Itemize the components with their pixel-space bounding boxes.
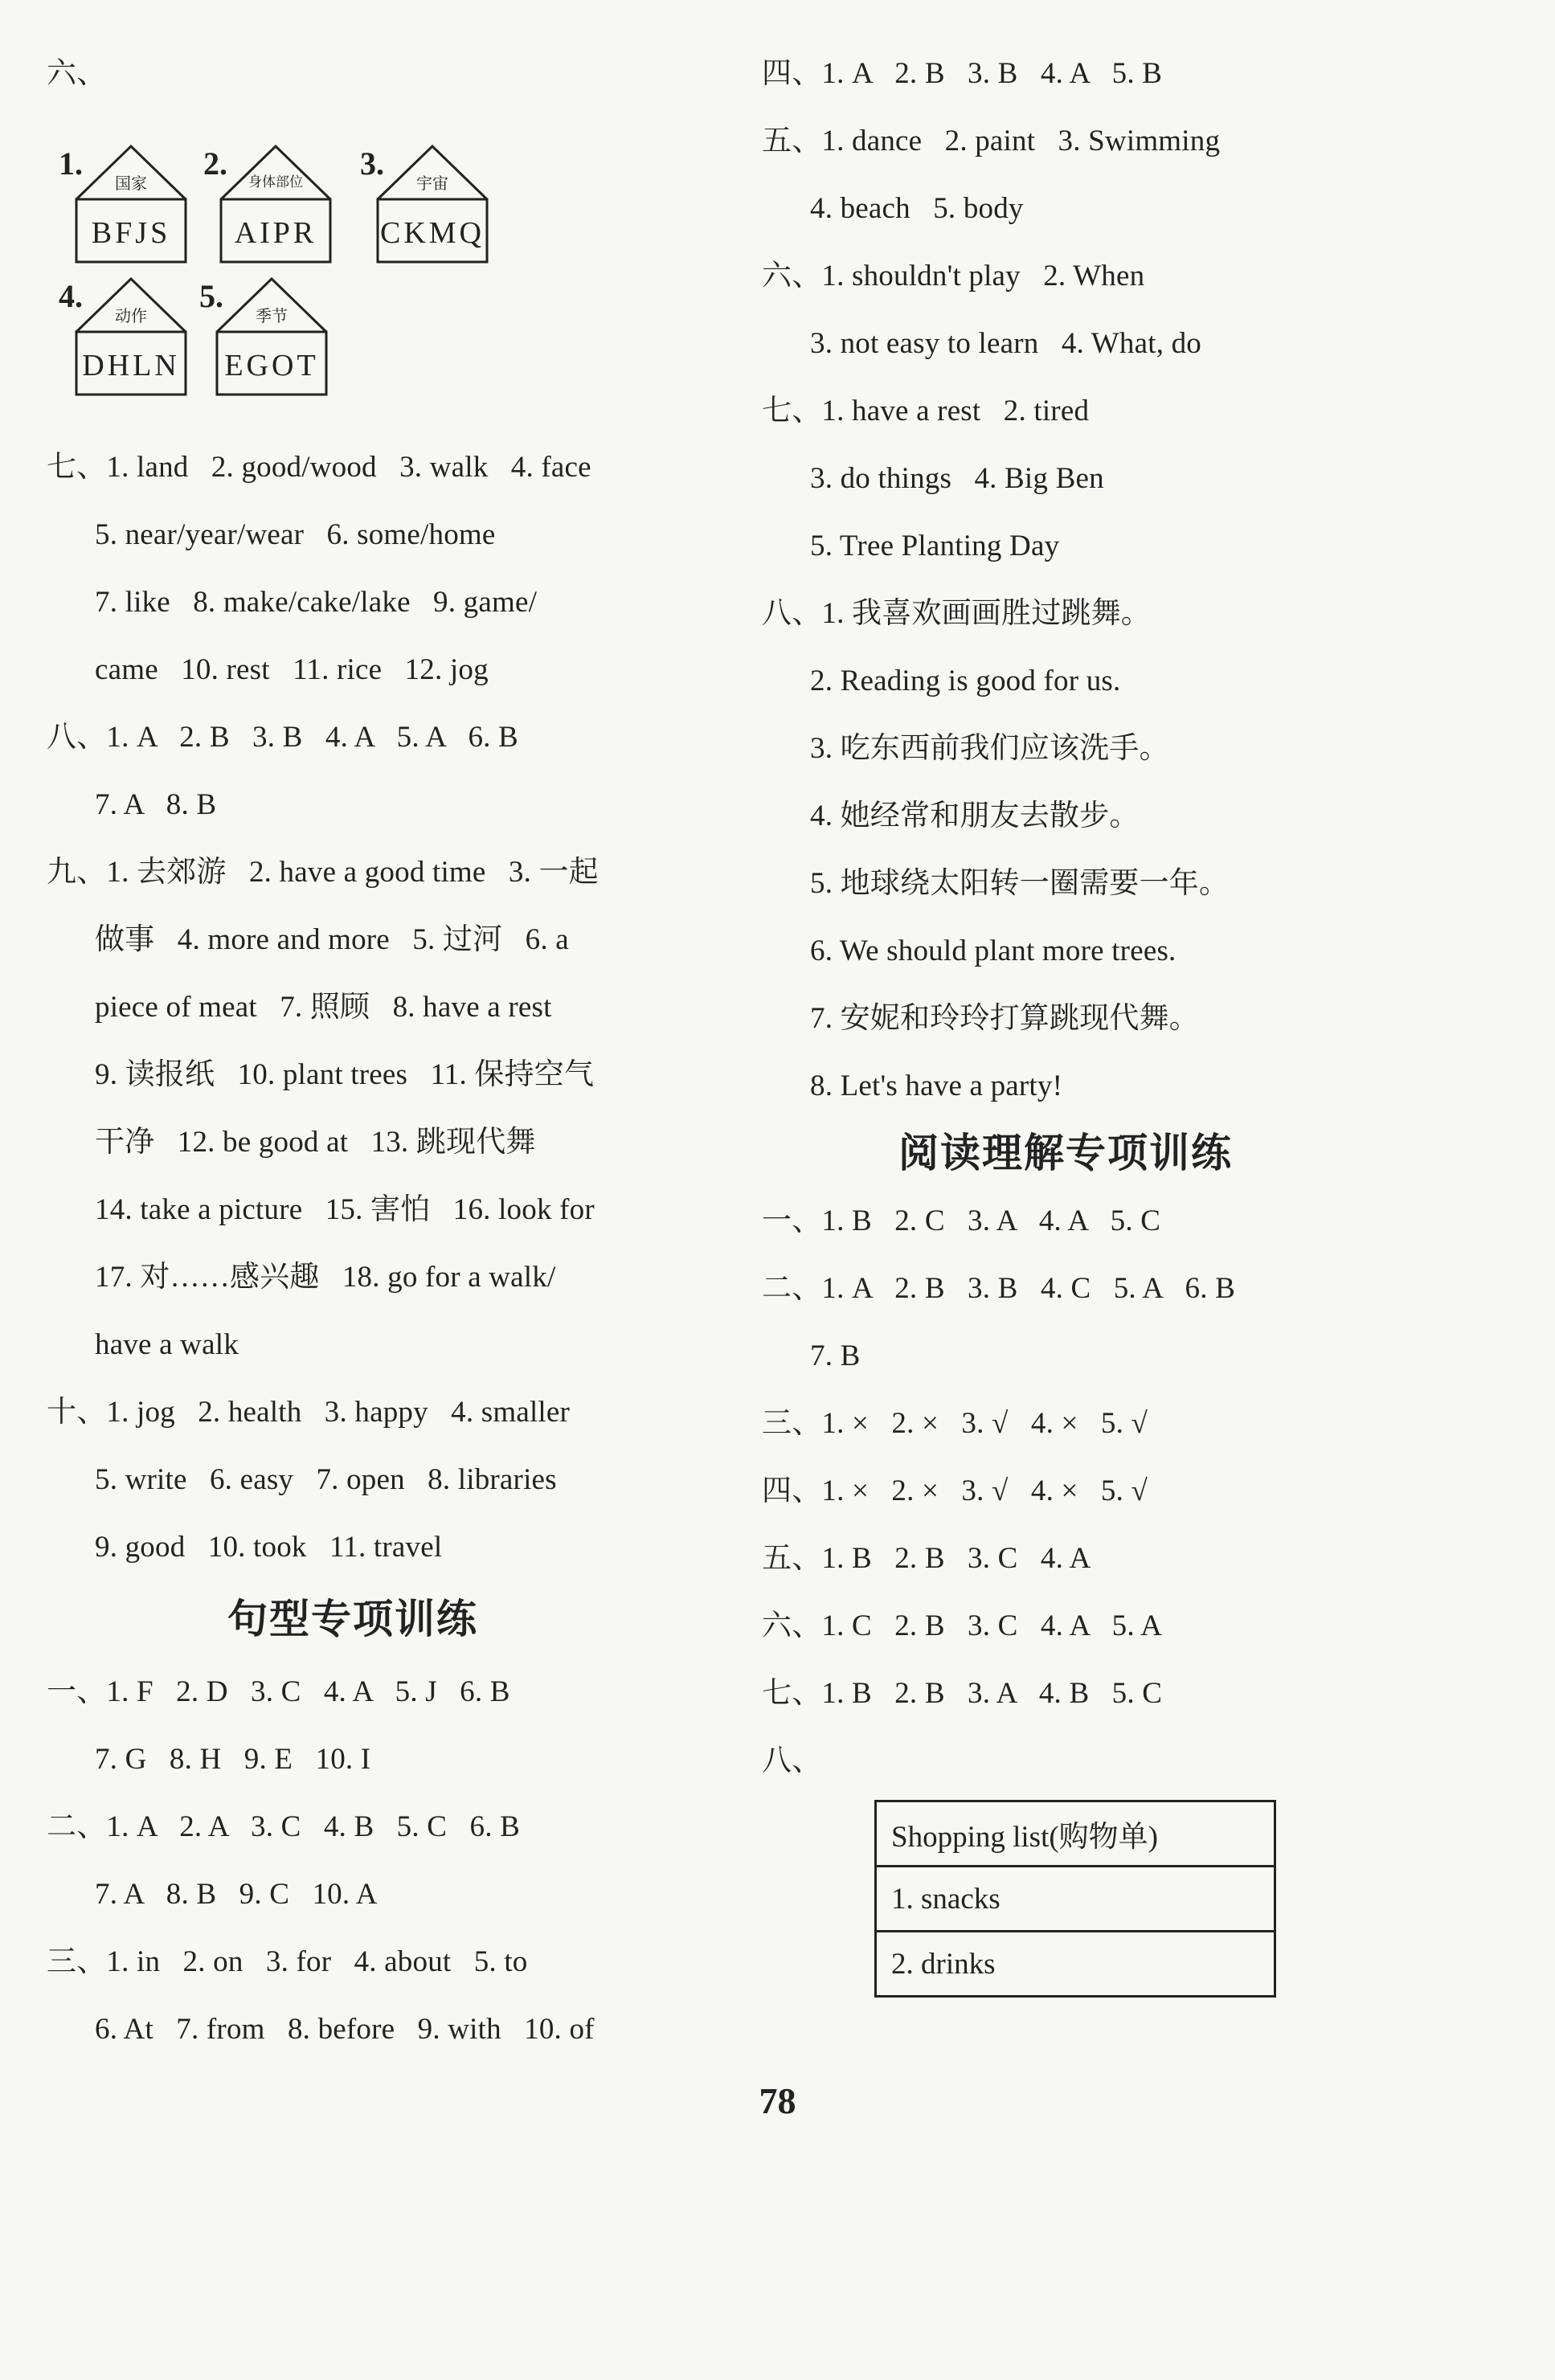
answer-line: 3. not easy to learn 4. What, do — [810, 327, 1202, 360]
house-category: 季节 — [256, 306, 288, 325]
answer-line: 七、1. have a rest 2. tired — [762, 395, 1090, 427]
answer-line: 八、1. A 2. B 3. B 4. A 5. A 6. B — [47, 721, 518, 754]
table-cell: 1. snacks — [876, 1867, 1275, 1932]
house-category: 动作 — [115, 306, 147, 325]
section-heading: 句型专项训练 — [227, 1596, 478, 1642]
house-letters: DHLN — [82, 349, 180, 382]
table-row — [876, 1801, 1275, 1867]
house-letters: CKMQ — [379, 216, 485, 250]
answer-line: 三、1. in 2. on 3. for 4. about 5. to — [47, 1945, 528, 1978]
page-number: 78 — [759, 2080, 796, 2121]
answer-line: 八、1. 我喜欢画画胜过跳舞。 — [762, 597, 1151, 630]
answer-line: 一、1. B 2. C 3. A 4. A 5. C — [762, 1204, 1161, 1237]
answer-line: 八、 — [762, 1744, 822, 1777]
answer-line: 六、1. C 2. B 3. C 4. A 5. A — [762, 1609, 1163, 1642]
answer-line: 7. B — [810, 1339, 861, 1372]
house-category: 宇宙 — [416, 174, 448, 193]
answer-line: 十、1. jog 2. health 3. happy 4. smaller — [47, 1396, 571, 1429]
answer-line: 4. beach 5. body — [810, 192, 1024, 225]
answer-line: 5. write 6. easy 7. open 8. libraries — [95, 1463, 557, 1496]
answer-line: 二、1. A 2. B 3. B 4. C 5. A 6. B — [762, 1272, 1235, 1305]
answer-line: 3. do things 4. Big Ben — [810, 462, 1104, 495]
answer-line: 9. 读报纸 10. plant trees 11. 保持空气 — [95, 1058, 595, 1091]
word-house-4 — [59, 277, 187, 398]
house-number: 3. — [360, 145, 384, 182]
house-number: 1. — [59, 145, 83, 182]
house-letters: AIPR — [234, 216, 317, 250]
answer-line: 五、1. B 2. B 3. C 4. A — [762, 1542, 1091, 1575]
house-number: 4. — [59, 278, 83, 314]
answer-line: 五、1. dance 2. paint 3. Swimming — [762, 125, 1221, 157]
table-header-cell: Shopping list(购物单) — [876, 1801, 1275, 1867]
answer-line: 二、1. A 2. A 3. C 4. B 5. C 6. B — [47, 1810, 520, 1843]
answer-line: 14. take a picture 15. 害怕 16. look for — [95, 1193, 595, 1226]
answer-line: 七、1. land 2. good/wood 3. walk 4. face — [47, 451, 591, 484]
answer-line: 5. near/year/wear 6. some/home — [95, 518, 496, 551]
house-number: 5. — [199, 278, 223, 314]
table-cell: 2. drinks — [876, 1932, 1275, 1997]
answer-line: 2. Reading is good for us. — [810, 665, 1121, 697]
answer-line: 做事 4. more and more 5. 过河 6. a — [95, 923, 569, 956]
answer-line: 四、1. × 2. × 3. √ 4. × 5. √ — [762, 1474, 1148, 1507]
answer-line: 4. 她经常和朋友去散步。 — [810, 799, 1140, 832]
answer-line: 5. Tree Planting Day — [810, 530, 1060, 562]
shopping-list-table — [874, 1800, 1276, 1998]
answer-line: 9. good 10. took 11. travel — [95, 1531, 443, 1564]
answer-line: piece of meat 7. 照顾 8. have a rest — [95, 991, 552, 1024]
house-category: 国家 — [115, 174, 147, 193]
house-letters: BFJS — [91, 216, 171, 250]
answer-line: came 10. rest 11. rice 12. jog — [95, 653, 489, 686]
answer-line: 5. 地球绕太阳转一圈需要一年。 — [810, 867, 1230, 900]
word-house-3 — [360, 145, 489, 265]
table-row — [876, 1932, 1275, 1997]
house-letters: EGOT — [224, 349, 319, 382]
house-number: 2. — [203, 145, 227, 182]
answer-line: 三、1. × 2. × 3. √ 4. × 5. √ — [762, 1407, 1148, 1440]
answer-line: 7. 安妮和玲玲打算跳现代舞。 — [810, 1002, 1199, 1035]
answer-line: 六、1. shouldn't play 2. When — [762, 260, 1145, 292]
answer-line: 8. Let's have a party! — [810, 1069, 1063, 1102]
answer-line: 干净 12. be good at 13. 跳现代舞 — [95, 1126, 536, 1159]
answer-line: 四、1. A 2. B 3. B 4. A 5. B — [762, 57, 1163, 90]
word-house-2 — [203, 145, 332, 265]
answer-line: 7. G 8. H 9. E 10. I — [95, 1743, 371, 1776]
answer-line: 九、1. 去郊游 2. have a good time 3. 一起 — [47, 856, 599, 889]
word-house-1 — [59, 145, 187, 265]
answer-line: 7. A 8. B 9. C 10. A — [95, 1878, 378, 1911]
answer-line: 6. At 7. from 8. before 9. with 10. of — [95, 2013, 595, 2046]
answer-line: 7. like 8. make/cake/lake 9. game/ — [95, 586, 538, 619]
answer-line: 7. A 8. B — [95, 788, 217, 821]
answer-line: 七、1. B 2. B 3. A 4. B 5. C — [762, 1677, 1163, 1710]
answer-line: 17. 对……感兴趣 18. go for a walk/ — [95, 1261, 556, 1294]
answer-line: 3. 吃东西前我们应该洗手。 — [810, 732, 1169, 765]
section-6-label: 六、 — [47, 57, 107, 90]
section-heading: 阅读理解专项训练 — [898, 1130, 1233, 1176]
table-row — [876, 1867, 1275, 1932]
answer-line: 一、1. F 2. D 3. C 4. A 5. J 6. B — [47, 1675, 510, 1708]
word-house-5 — [199, 277, 328, 398]
house-category: 身体部位 — [248, 174, 303, 190]
answer-line: 6. We should plant more trees. — [810, 934, 1176, 967]
answer-line: have a walk — [95, 1328, 239, 1361]
